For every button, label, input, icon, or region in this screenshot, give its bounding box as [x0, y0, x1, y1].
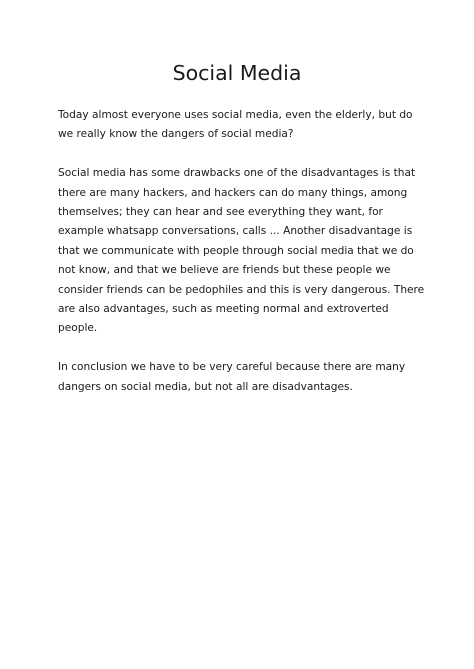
- text-line: that we communicate with people through social media that we do: [58, 244, 414, 257]
- text-line: Social media has some drawbacks one of the disadvantages is that: [58, 167, 416, 180]
- text-line: In conclusion we have to be very careful because there are many: [58, 361, 406, 374]
- text-line: dangers on social media, but not all are disadvantages.: [58, 380, 353, 393]
- document-body: [58, 106, 425, 416]
- text-line: themselves; they can hear and see everything they want, for: [58, 206, 383, 219]
- document-title: Social Media: [172, 61, 302, 85]
- text-line: consider friends can be pedophiles and this is very dangerous. There: [58, 283, 425, 296]
- text-line: example whatsapp conversations, calls ... Another disadvantage is: [58, 225, 413, 238]
- text-line: not know, and that we believe are friends but these people we: [58, 264, 391, 277]
- paragraph-body: [58, 164, 425, 339]
- text-line: we really know the dangers of social media?: [58, 128, 294, 141]
- text-line: Today almost everyone uses social media, even the elderly, but do: [58, 109, 413, 121]
- text-line: there are many hackers, and hackers can do many things, among: [58, 186, 408, 199]
- paragraph-conclusion: [58, 358, 418, 397]
- text-line: people.: [58, 322, 98, 335]
- paragraph-intro: [58, 106, 418, 145]
- text-line: are also advantages, such as meeting normal and extroverted: [58, 303, 389, 316]
